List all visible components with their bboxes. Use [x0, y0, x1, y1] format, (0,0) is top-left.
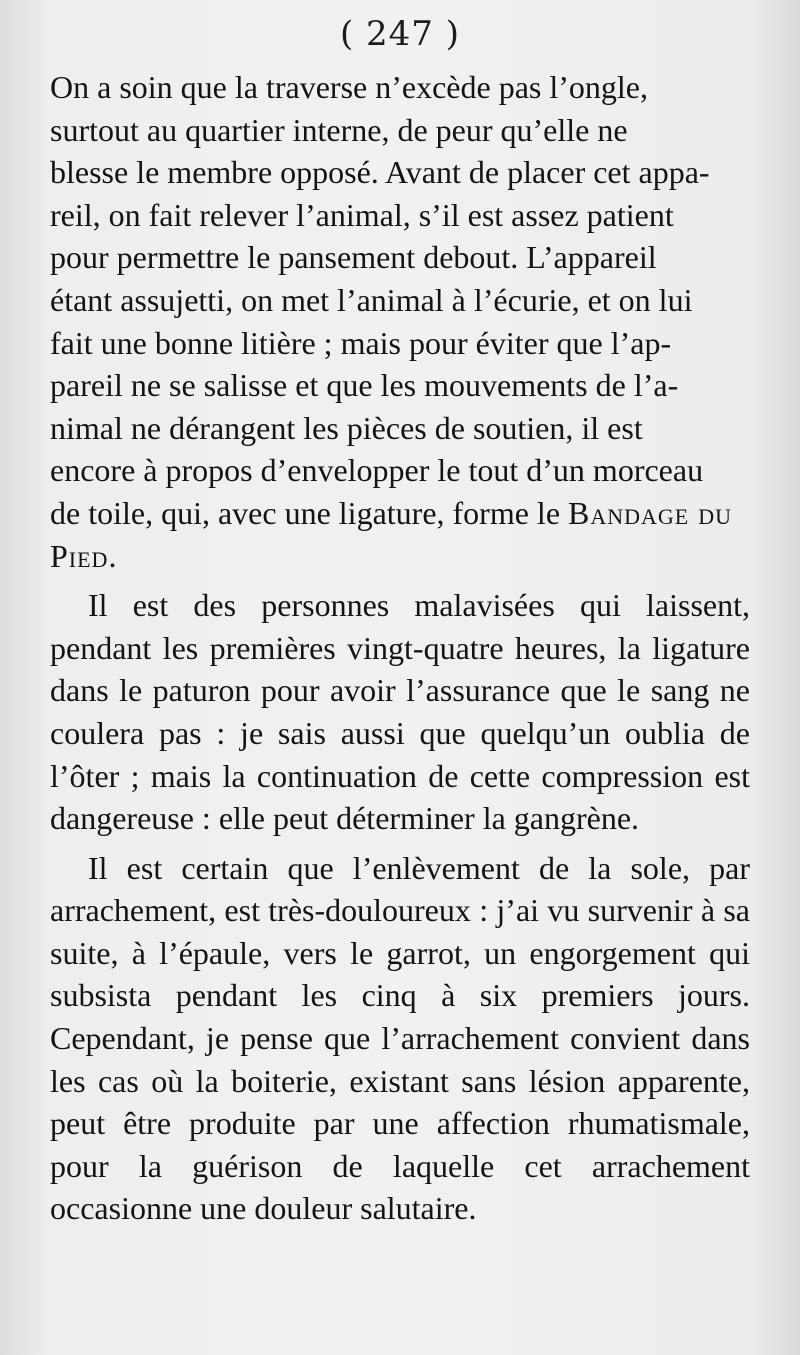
text-line: encore à propos d’envelopper le tout d’un morceau: [50, 452, 704, 489]
text-line: étant assujetti, on met l’animal à l’écurie, et on lui: [50, 281, 693, 318]
paragraph-3: Il est certain que l’enlèvement de la sole, par arrachement, est très-douloureux : j’ai vu survenir à sa suite, à l’épaule, vers le garrot, un engorgement qui subsista pendant les cinq à six premiers jours. Cependant, je pense que l’arrachement convient dans les cas où la boiterie, existant sans lésion apparente, peut être produite par une affection rhumatismale, pour la guérison de laquelle cet arrachement occasionne une douleur salutaire.: [50, 849, 750, 1227]
text-line: de toile, qui, avec une ligature, forme le: [50, 494, 569, 531]
text-line: blesse le membre opposé. Avant de placer cet appa-: [50, 154, 710, 191]
text-line: pour permettre le pansement debout. L’appareil: [50, 239, 657, 276]
text-line: reil, on fait relever l’animal, s’il est assez patient: [50, 196, 674, 233]
small-caps-term: Bandage du Pied: [50, 494, 733, 574]
text-punct: .: [108, 537, 117, 574]
text-line: On a soin que la traverse n’excède pas l’ongle,: [50, 69, 648, 105]
text-line: pareil ne se salisse et que les mouvements de l’a-: [50, 367, 679, 404]
body-text: [50, 66, 750, 1230]
page-number: ( 247 ): [339, 14, 461, 54]
paragraph-2: Il est des personnes malavisées qui laissent, pendant les premières vingt-quatre heures, la ligature dans le paturon pour avoir l’assurance que le sang ne coulera pas : je sais aussi que quelqu’un oublia de l’ôter ; mais la continuation de cette compression est dangereuse : elle peut déterminer la gangrène.: [50, 587, 750, 837]
text-line: surtout au quartier interne, de peur qu’elle ne: [50, 111, 628, 148]
text-line: fait une bonne litière ; mais pour éviter que l’ap-: [50, 324, 672, 361]
paragraph-1: [50, 66, 750, 577]
text-line: nimal ne dérangent les pièces de soutien, il est: [50, 409, 643, 446]
